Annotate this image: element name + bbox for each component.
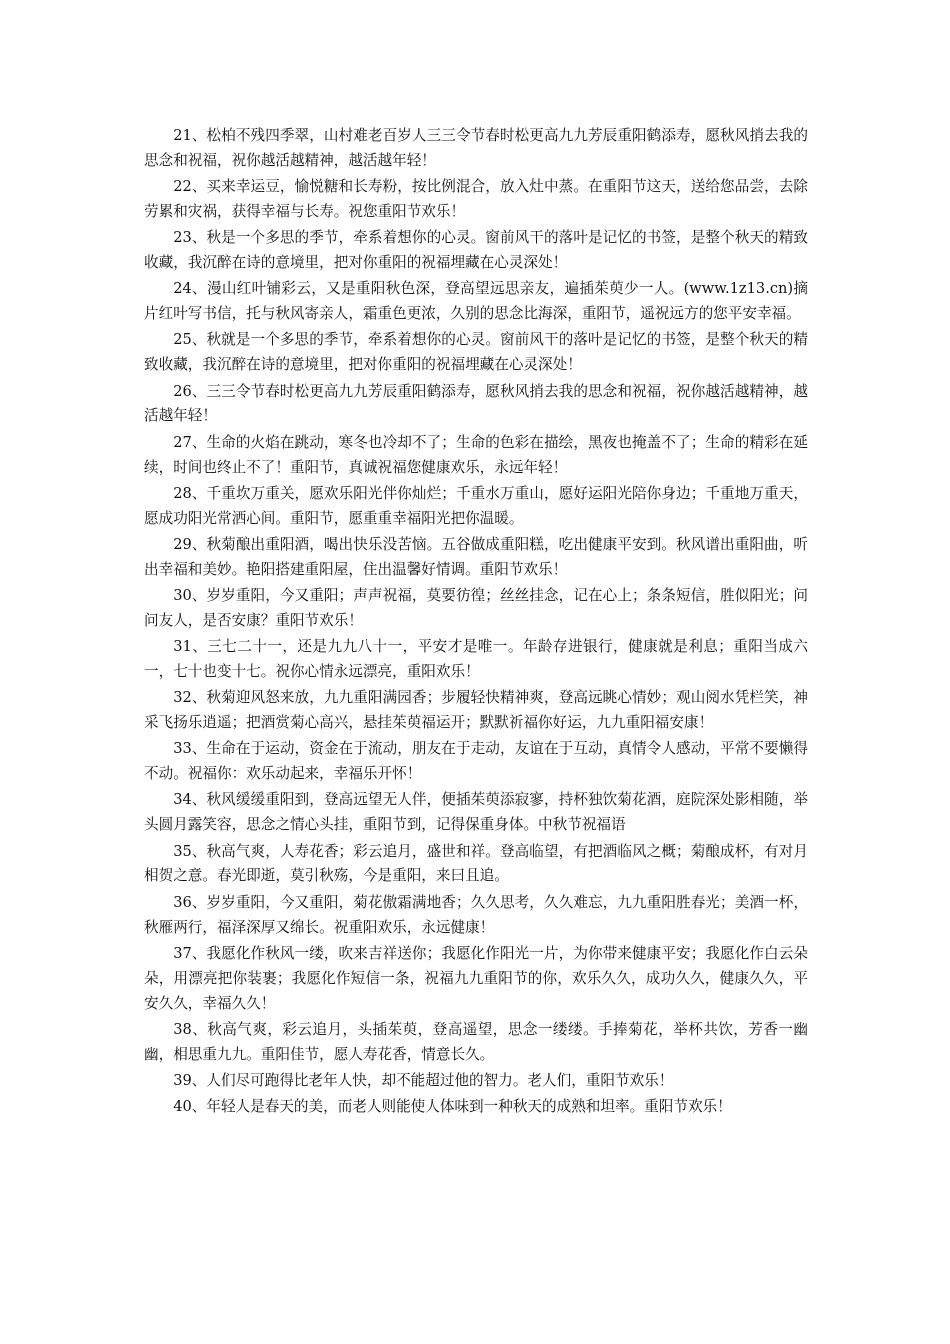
paragraph: 40、年轻人是春天的美，而老人则能使人体味到一种秋天的成熟和坦率。重阳节欢乐！ xyxy=(173,1098,732,1116)
paragraph: 25、秋就是一个多思的季节，牵系着想你的心灵。窗前风干的落叶是记忆的书签，是整个秋天的精致收藏，我沉醉在诗的意境里，把对你重阳的祝福埋藏在心灵深处！ xyxy=(144,331,808,374)
paragraph: 30、岁岁重阳，今又重阳；声声祝福，莫要彷徨；丝丝挂念，记在心上；条条短信，胜似阳光；问问友人，是否安康？重阳节欢乐！ xyxy=(144,586,808,629)
paragraph: 39、人们尽可跑得比老年人快，却不能超过他的智力。老人们，重阳节欢乐！ xyxy=(173,1071,674,1089)
paragraph: 33、生命在于运动，资金在于流动，朋友在于走动，友谊在于互动，真情令人感动，平常不要懒得不动。祝福你：欢乐动起来，幸福乐开怀！ xyxy=(144,740,808,783)
paragraph: 36、岁岁重阳，今又重阳，菊花傲霜满地香；久久思考，久久难忘，九九重阳胜春光；美酒一杯，秋雁两行，福泽深厚又绵长。祝重阳欢乐，永远健康！ xyxy=(144,893,808,936)
paragraph: 29、秋菊酿出重阳酒，喝出快乐没苦恼。五谷做成重阳糕，吃出健康平安到。秋风谱出重阳曲，听出幸福和美妙。艳阳搭建重阳屋，住出温馨好情调。重阳节欢乐！ xyxy=(144,535,808,578)
paragraph: 21、松柏不残四季翠，山村难老百岁人三三令节春时松更高九九芳辰重阳鹤添寿，愿秋风捎去我的思念和祝福，祝你越活越精神，越活越年轻！ xyxy=(144,127,808,169)
paragraph: 31、三七二十一，还是九九八十一，平安才是唯一。年龄存进银行，健康就是利息；重阳当成六一，七十也变十七。祝你心情永远漂亮，重阳欢乐！ xyxy=(144,638,808,680)
paragraph: 27、生命的火焰在跳动，寒冬也冷却不了；生命的色彩在描绘，黑夜也掩盖不了；生命的精彩在延续，时间也终止不了！重阳节，真诚祝福您健康欢乐，永远年轻！ xyxy=(144,433,808,476)
paragraph: 35、秋高气爽，人寿花香；彩云追月，盛世和祥。登高临望，有把酒临风之概；菊酿成杯，有对月相贺之意。春光即逝，莫引秋殇，今是重阳，来曰且追。 xyxy=(144,842,808,885)
paragraph: 38、秋高气爽，彩云追月，头插茱萸，登高遥望，思念一缕缕。手捧菊花，举杯共饮，芳香一幽幽，相思重九九。重阳佳节，愿人寿花香，情意长久。 xyxy=(144,1020,808,1063)
paragraph: 26、三三令节春时松更高九九芳辰重阳鹤添寿，愿秋风捎去我的思念和祝福，祝你越活越精神，越活越年轻！ xyxy=(144,382,808,425)
paragraph: 24、漫山红叶铺彩云，又是重阳秋色深，登高望远思亲友，遍插茱萸少一人。(www.1z13.cn)摘片红叶写书信，托与秋风寄亲人，霜重色更浓，久别的思念比海深，重阳节，遥祝远方的您平安幸福。 xyxy=(144,280,808,323)
paragraph: 32、秋菊迎风怒来放，九九重阳满园香；步履轻快精神爽，登高远眺心情妙；观山阅水凭栏笑，神采飞扬乐逍遥；把酒赏菊心高兴，悬挂茱萸福运开；默默祈福你好运，九九重阳福安康！ xyxy=(144,689,808,732)
paragraph: 37、我愿化作秋风一缕，吹来吉祥送你；我愿化作阳光一片，为你带来健康平安；我愿化作白云朵朵，用漂亮把你装裹；我愿化作短信一条，祝福九九重阳节的你，欢乐久久，成功久久，健康久久，平安久久，幸福久久！ xyxy=(144,944,808,1012)
paragraph: 23、秋是一个多思的季节，牵系着想你的心灵。窗前风干的落叶是记忆的书签，是整个秋天的精致收藏，我沉醉在诗的意境里，把对你重阳的祝福埋藏在心灵深处！ xyxy=(144,229,808,272)
paragraph: 28、千重坎万重关，愿欢乐阳光伴你灿烂；千重水万重山，愿好运阳光陪你身边；千重地万重天，愿成功阳光常洒心间。重阳节，愿重重幸福阳光把你温暖。 xyxy=(144,484,808,527)
paragraph: 34、秋风缓缓重阳到，登高远望无人伴，便插茱萸添寂寥，持杯独饮菊花酒，庭院深处影相随，举头圆月露笑容，思念之情心头挂，重阳节到，记得保重身体。中秋节祝福语 xyxy=(144,791,808,834)
document-body xyxy=(144,124,808,1121)
paragraph: 22、买来幸运豆，愉悦糖和长寿粉，按比例混合，放入灶中蒸。在重阳节这天，送给您品尝，去除劳累和灾祸，获得幸福与长寿。祝您重阳节欢乐！ xyxy=(144,178,808,221)
